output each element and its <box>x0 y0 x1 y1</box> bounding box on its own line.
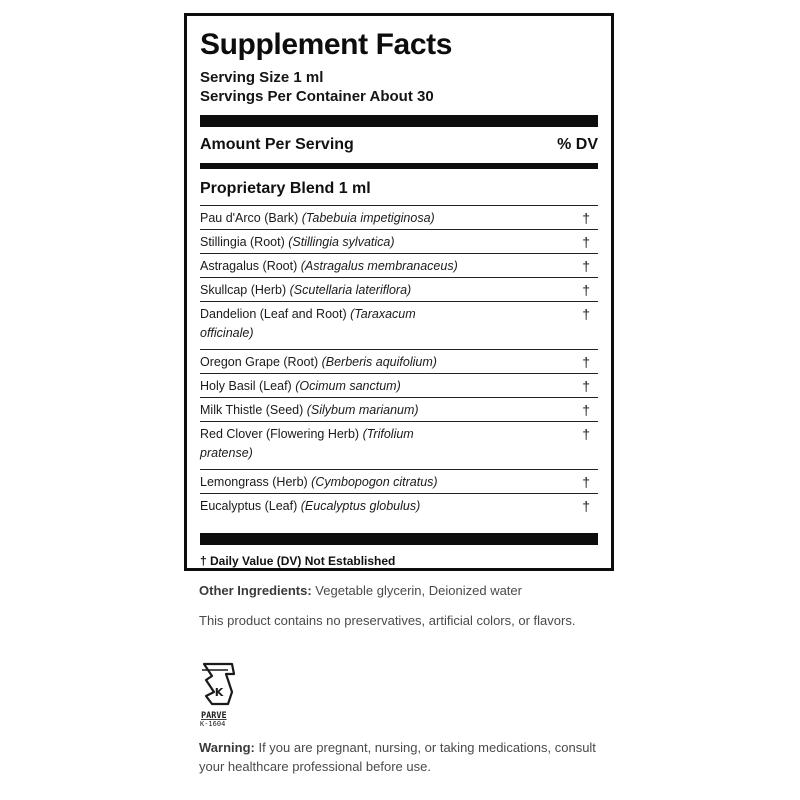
ingredient-name: Milk Thistle (Seed) <box>200 403 307 417</box>
ingredient-scientific-name: (Trifolium pratense) <box>200 427 414 460</box>
servings-per-container: Servings Per Container About 30 <box>200 88 434 105</box>
ingredient-scientific-name: (Ocimum sanctum) <box>295 379 401 393</box>
proprietary-blend-title: Proprietary Blend 1 ml <box>200 169 598 206</box>
dv-dagger: † <box>582 306 590 322</box>
other-ingredients-text: Vegetable glycerin, Deionized water <box>311 583 522 598</box>
preservatives-notice: This product contains no preservatives, artificial colors, or flavors. <box>199 613 576 628</box>
dv-dagger: † <box>582 474 590 490</box>
other-ingredients-label: Other Ingredients: <box>199 583 312 598</box>
dv-dagger: † <box>582 282 590 298</box>
other-ingredients <box>199 581 599 600</box>
supplement-facts-panel <box>184 13 614 571</box>
ingredient-scientific-name: (Astragalus membranaceus) <box>300 259 458 273</box>
dv-dagger: † <box>582 354 590 370</box>
ingredient-row <box>200 374 598 398</box>
ingredient-row <box>200 398 598 422</box>
ingredient-row <box>200 206 598 230</box>
amount-per-serving-label: Amount Per Serving <box>200 136 354 153</box>
ingredient-scientific-name: (Eucalyptus globulus) <box>300 499 421 513</box>
ingredient-scientific-name: (Scutellaria lateriflora) <box>289 283 412 297</box>
kosher-symbol-svg <box>198 662 240 728</box>
ingredient-scientific-name: (Berberis aquifolium) <box>321 355 437 369</box>
divider-thick <box>200 115 598 127</box>
ingredient-name: Pau d'Arco (Bark) <box>200 211 302 225</box>
ingredient-scientific-name: (Taraxacum officinale) <box>200 307 416 340</box>
ingredient-row <box>200 350 598 374</box>
ingredient-scientific-name: (Stillingia sylvatica) <box>288 235 395 249</box>
ingredient-name: Holy Basil (Leaf) <box>200 379 296 393</box>
ingredient-scientific-name: (Tabebuia impetiginosa) <box>301 211 435 225</box>
serving-info <box>200 68 598 106</box>
dv-dagger: † <box>582 402 590 418</box>
kosher-k-icon <box>198 662 240 728</box>
kosher-parve-label: PARVE <box>201 711 227 721</box>
ingredient-name: Red Clover (Flowering Herb) <box>200 427 363 441</box>
warning-statement <box>199 738 599 776</box>
kosher-code: K-1604 <box>200 720 226 728</box>
ingredient-scientific-name: (Silybum marianum) <box>306 403 419 417</box>
ingredient-row <box>200 278 598 302</box>
ingredient-row <box>200 470 598 494</box>
serving-size: Serving Size 1 ml <box>200 69 324 86</box>
ingredient-list <box>200 206 598 518</box>
ingredient-row <box>200 302 598 350</box>
kosher-letter: K <box>214 686 224 699</box>
ingredient-name: Oregon Grape (Root) <box>200 355 322 369</box>
warning-label: Warning: <box>199 740 255 755</box>
dv-dagger: † <box>582 210 590 226</box>
divider-bottom <box>200 533 598 545</box>
dv-dagger: † <box>582 426 590 442</box>
ingredient-name: Stillingia (Root) <box>200 235 289 249</box>
dv-footnote: † Daily Value (DV) Not Established <box>200 554 396 568</box>
dv-dagger: † <box>582 498 590 514</box>
dv-dagger: † <box>582 258 590 274</box>
ingredient-row <box>200 254 598 278</box>
ingredient-scientific-name: (Cymbopogon citratus) <box>311 475 438 489</box>
ingredient-name: Lemongrass (Herb) <box>200 475 312 489</box>
ingredient-name: Skullcap (Herb) <box>200 283 290 297</box>
ingredient-row <box>200 422 598 470</box>
amount-header-row <box>200 127 598 163</box>
dv-header-label: % DV <box>557 136 598 153</box>
ingredient-name: Dandelion (Leaf and Root) <box>200 307 351 321</box>
dv-dagger: † <box>582 378 590 394</box>
dv-dagger: † <box>582 234 590 250</box>
ingredient-name: Astragalus (Root) <box>200 259 301 273</box>
ingredient-row <box>200 494 598 518</box>
warning-text: If you are pregnant, nursing, or taking medications, consult your healthcare professional before use. <box>199 740 596 774</box>
facts-title: Supplement Facts <box>200 28 452 61</box>
ingredient-name: Eucalyptus (Leaf) <box>200 499 301 513</box>
ingredient-row <box>200 230 598 254</box>
